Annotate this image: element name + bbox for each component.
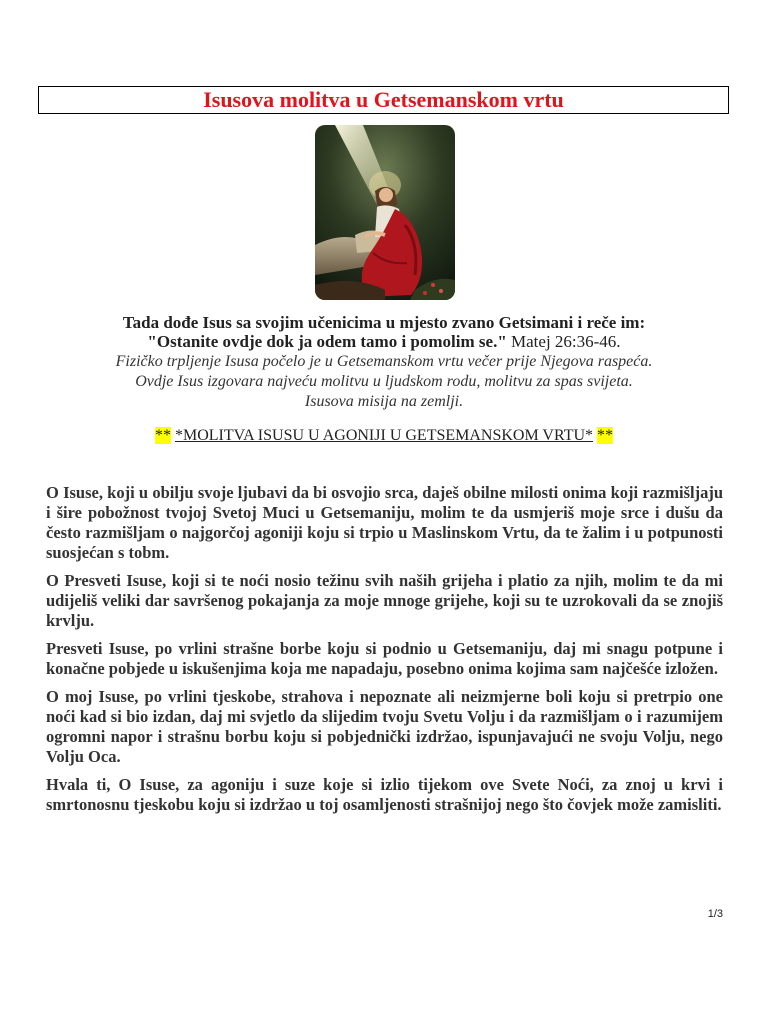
title-box: [38, 86, 729, 114]
intro-line: Tada dođe Isus sa svojim učenicima u mjesto zvano Getsimani i reče im:: [122, 313, 646, 332]
intro-italic-line-2: Ovdje Isus izgovara najveću molitvu u ljudskom rodu, molitvu za spas svijeta.: [135, 373, 633, 390]
prayer-paragraph-1: O Isuse, koji u obilju svoje ljubavi da bi osvojio srca, daješ obilne milosti onima koji razmišljaju i šire pobožnost tvojoj Svetoj Muci u Getsemaniju, molim te da usmjeriš moje srce i dušu da često razmišljam o najgorčoj agoniji koju si trpio u Maslinskom Vrtu, da te žalim i u potpunosti suosjećan s tobm.: [46, 483, 723, 562]
page-number: 1/3: [707, 908, 723, 920]
prayer-paragraph-2: O Presveti Isuse, koji si te noći nosio težinu svih naših grijeha i platio za njih, molim te da mi udijeliš veliki dar savršenog pokajanja za moje mnoge grijehe, koji su te uzrokovali da se znojiš krvlju.: [46, 571, 723, 630]
bible-reference: Matej 26:36-46.: [511, 332, 621, 351]
intro-italic-line-1: Fizičko trpljenje Isusa počelo je u Getsemanskom vrtu večer prije Njegova raspeća.: [115, 353, 653, 370]
intro-section: [40, 313, 728, 411]
heading-text: *MOLITVA ISUSU U AGONIJI U GETSEMANSKOM VRTU*: [174, 427, 594, 444]
intro-quote: "Ostanite ovdje dok ja odem tamo i pomolim se.": [147, 332, 507, 351]
prayer-paragraph-4: O moj Isuse, po vrlini tjeskobe, strahova i nepoznate ali neizmjerne boli koju si pretrpio one noći kad si bio izdan, daj mi svjetlo da slijedim tvoju Svetu Volju i da razmišljam o i razumijem ogromni napor i strašnu borbu koju si pobjednički izdržao, ispunjavajući ne svoju Volju, nego Volju Oca.: [46, 687, 723, 766]
intro-italic-line-3: Isusova misija na zemlji.: [304, 393, 464, 410]
page-title: Isusova molitva u Getsemanskom vrtu: [203, 87, 564, 112]
jesus-praying-gethsemane-image: [315, 125, 455, 300]
prayer-body: [46, 483, 723, 823]
heading-marker-left: **: [154, 427, 171, 444]
heading-marker-right: **: [597, 427, 614, 444]
prayer-paragraph-5: Hvala ti, O Isuse, za agoniju i suze koje si izlio tijekom ove Svete Noći, za znoj u krvi i smrtonosnu tjeskobu koju si izdržao u toj osamljenosti strašnijoj nego što čovjek može zamisliti.: [46, 775, 723, 814]
intro-quote-line: [40, 332, 728, 351]
prayer-paragraph-3: Presveti Isuse, po vrlini strašne borbe koju si podnio u Getsemaniju, daj mi snagu potpune i konačne pobjede u iskušenjima koja me napadaju, posebno onima kojima sam najčešće izložen.: [46, 639, 723, 678]
painting-illustration: [315, 125, 455, 300]
prayer-heading: [40, 426, 728, 446]
